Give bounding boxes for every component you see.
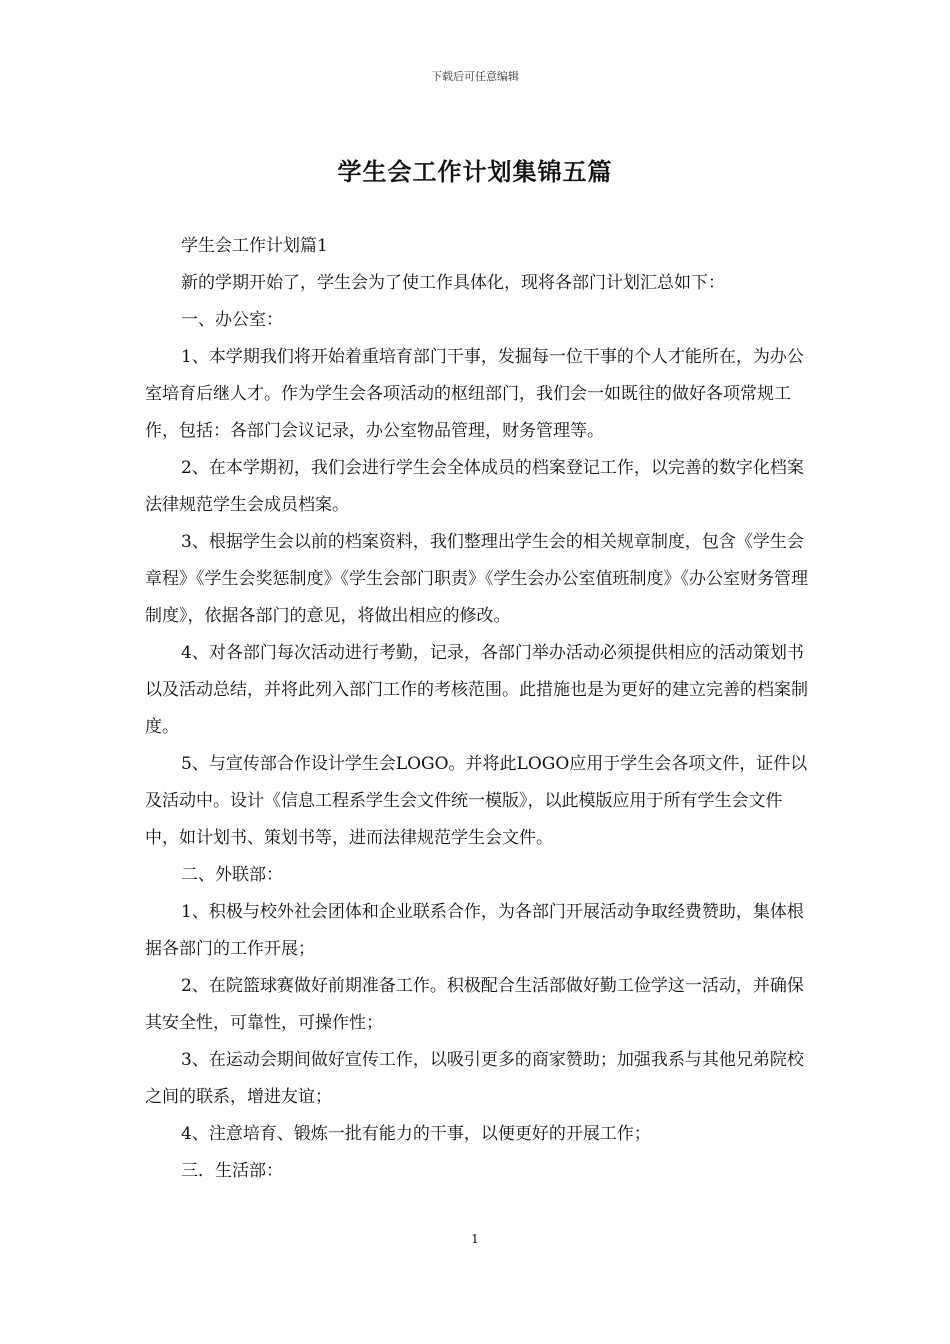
document-body [145, 228, 809, 1190]
office-item-3: 3、根据学生会以前的档案资料，我们整理出学生会的相关规章制度，包含《学生会章程》《学生会奖惩制度》《学生会部门职责》《学生会办公室值班制度》《办公室财务管理制度》，依据各部门的意见，将做出相应的修改。 [145, 532, 808, 626]
page-number: 1 [471, 1232, 479, 1246]
section-heading-external-relations: 二、外联部： [181, 865, 283, 885]
document-title: 学生会工作计划集锦五篇 [337, 157, 613, 186]
section-heading-life-department: 三．生活部： [181, 1161, 283, 1181]
intro-paragraph: 新的学期开始了，学生会为了使工作具体化，现将各部门计划汇总如下： [181, 273, 725, 293]
office-item-4: 4、对各部门每次活动进行考勤，记录，各部门举办活动必须提供相应的活动策划书以及活动总结，并将此列入部门工作的考核范围。此措施也是为更好的建立完善的档案制度。 [145, 643, 808, 737]
section-heading-plan-1: 学生会工作计划篇1 [181, 236, 328, 256]
external-item-3: 3、在运动会期间做好宣传工作，以吸引更多的商家赞助；加强我系与其他兄弟院校之间的联系，增进友谊； [145, 1050, 804, 1107]
external-item-4: 4、注意培育、锻炼一批有能力的干事，以便更好的开展工作； [181, 1124, 651, 1144]
external-item-1: 1、积极与校外社会团体和企业联系合作，为各部门开展活动争取经费赞助，集体根据各部门的工作开展； [145, 902, 804, 959]
external-item-2: 2、在院篮球赛做好前期准备工作。积极配合生活部做好勤工俭学这一活动，并确保其安全性，可靠性，可操作性； [145, 976, 804, 1033]
office-item-1: 1、本学期我们将开始着重培育部门干事，发掘每一位干事的个人才能所在，为办公室培育后继人才。作为学生会各项活动的枢纽部门，我们会一如既往的做好各项常规工作，包括：各部门会议记录，办公室物品管理，财务管理等。 [145, 347, 804, 441]
office-item-2: 2、在本学期初，我们会进行学生会全体成员的档案登记工作，以完善的数字化档案法律规范学生会成员档案。 [145, 458, 804, 515]
section-heading-office: 一、办公室： [181, 310, 283, 330]
office-item-5: 5、与宣传部合作设计学生会LOGO。并将此LOGO应用于学生会各项文件，证件以及活动中。设计《信息工程系学生会文件统一模版》，以此模版应用于所有学生会文件中，如计划书、策划书等，进而法律规范学生会文件。 [145, 754, 808, 848]
header-note: 下载后可任意编辑 [431, 70, 519, 83]
